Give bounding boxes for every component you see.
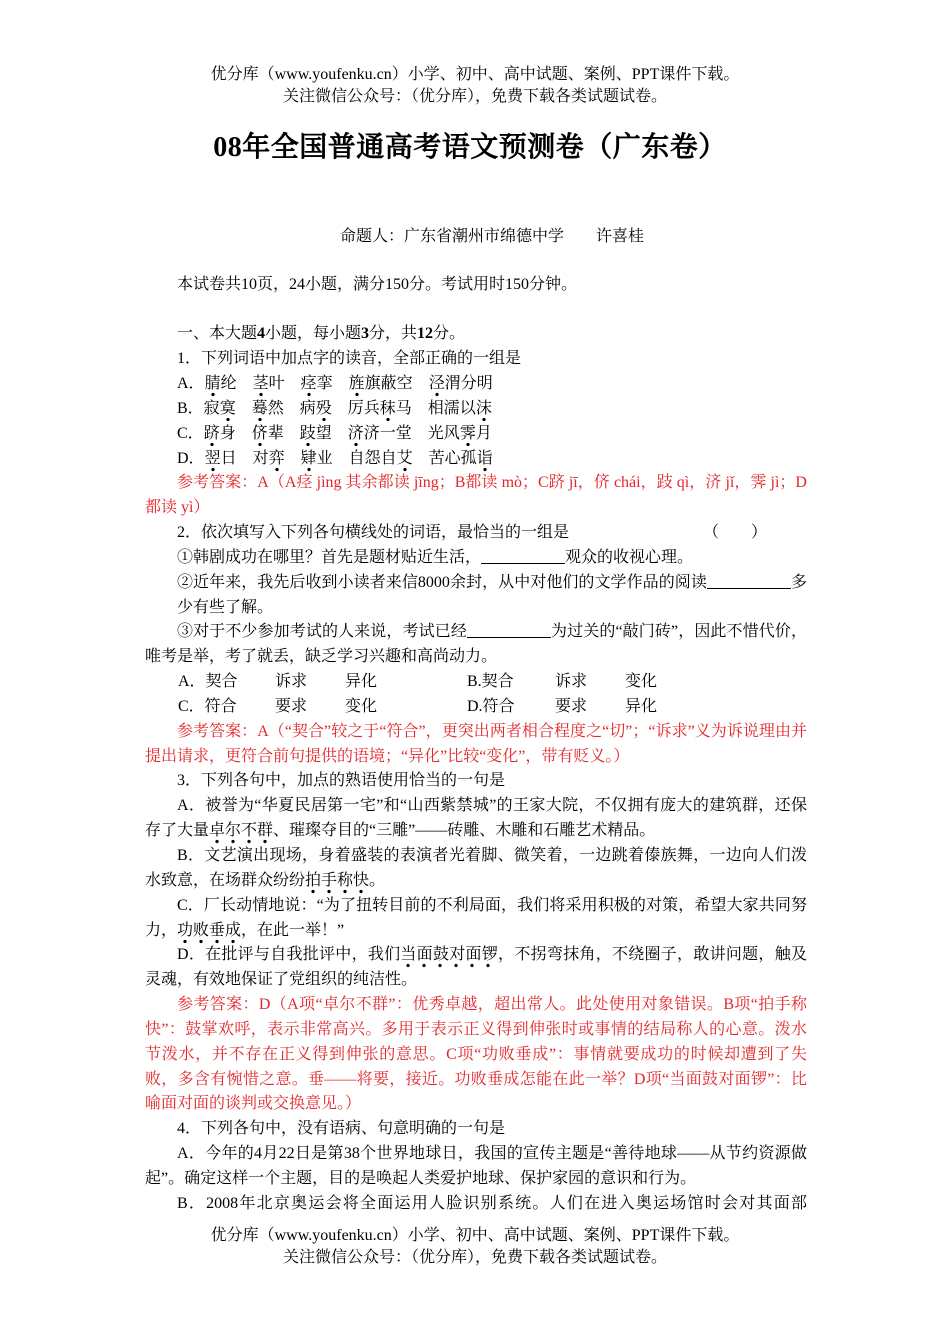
q2-sentence-3	[145, 620, 807, 670]
text-run: 厉兵	[331, 399, 380, 417]
dotted-emphasis-text: 旌	[349, 375, 365, 397]
text-run: 挛	[316, 374, 349, 392]
q1-option-a	[145, 372, 807, 397]
text-run: ①韩剧成功在哪里？首先是题材贴近生活，	[177, 548, 482, 566]
text-run: 分。	[433, 325, 466, 343]
text-run: 身	[219, 424, 252, 442]
q2-option-c-word3: 变化	[345, 697, 378, 715]
dotted-emphasis-text: 寞	[220, 400, 236, 422]
q2-option-c-word2: 要求	[275, 697, 308, 715]
q2-option-d-word3: 异化	[625, 697, 658, 715]
text-run	[236, 400, 252, 417]
q4-option-a: A．今年的4月22日是第38个世界地球日，我国的宣传主题是“善待地球——从节约资源做起”。确定这样一个主题，目的是唤起人类爱护地球、保护家园的意识和行为。	[145, 1145, 807, 1187]
dotted-emphasis-text: 痉	[301, 375, 317, 397]
text-run: 。	[369, 871, 386, 889]
dotted-emphasis-text: 侪	[252, 425, 268, 447]
text-run: A．	[177, 374, 205, 392]
dotted-emphasis-text: 茎	[253, 375, 269, 397]
text-run: 苦心孤	[412, 449, 477, 467]
answer-paren: （ ）	[702, 524, 767, 542]
q1-option-c	[145, 422, 807, 447]
q2-option-b-word1: B.契合	[467, 673, 514, 691]
text-run: 为过关的“敲门砖”，因此不惜代价，唯考是举，考了就丢，缺乏学习兴趣和高尚动力。	[145, 623, 807, 666]
fill-in-blank-line	[481, 549, 565, 564]
text-run: 旗蔽空	[364, 374, 429, 392]
dotted-emphasis-text: 弈	[269, 450, 285, 472]
text-run: ，不拐弯抹角，不绕圈子，敢讲问题，触及灵魂，有效地保证了党组织的纯洁性。	[145, 946, 807, 989]
dotted-emphasis-text: 沫	[476, 400, 492, 422]
q3-answer: 参考答案：D（A项“卓尔不群”：优秀卓越，超出常人。此处使用对象错误。B项“拍手称快”：鼓掌欢呼，表示非常高兴。多用于表示正义得到伸张时或事情的结局称人的心意。泼水节泼水，并不存在正义得到伸张的意思。C项“功败垂成”：事情就要成功的时候却遭到了失败，多含有惋惜之意。垂——将要，接近。功败垂成怎能在此一举？D项“当面鼓对面锣”：比喻面对面的谈判或交换意见。）	[145, 996, 807, 1113]
q2-option-a-word3: 异化	[345, 673, 378, 691]
q2-options-row-ab	[145, 670, 807, 695]
dotted-emphasis-text: 济	[348, 425, 364, 447]
text-run: ③对于不少参加考试的人来说，考试已经	[177, 623, 467, 641]
text-run: 观众的收视心理。	[565, 548, 694, 566]
question-4	[145, 1117, 807, 1216]
text-run: 一、本大题	[177, 325, 258, 343]
text-run: 马 相濡以	[395, 399, 476, 417]
question-3	[145, 769, 807, 1117]
dotted-emphasis-text: 殁	[316, 400, 332, 422]
footer-site-line: 优分库（www.youfenku.cn）小学、初中、高中试题、案例、PPT课件下载。	[210, 1227, 740, 1244]
text-run: 日 对	[220, 449, 269, 467]
q3-stem: 3．下列各句中，加点的熟语使用恰当的一句是	[177, 772, 506, 790]
dotted-emphasis-text: 翌	[205, 450, 221, 472]
text-run: 纶	[220, 374, 253, 392]
page-footer	[0, 1225, 950, 1269]
text-run: 辈	[267, 424, 300, 442]
bold-number: 4	[257, 325, 266, 343]
q2-answer: 参考答案：A（“契合”较之于“符合”，更突出两者相合程度之“切”；“诉求”义为诉说理由并提出请求，更符合前句提供的语境；“异化”比较“变化”，带有贬义。）	[145, 722, 807, 765]
text-run: D．在批评与自我批评中，我们	[177, 946, 401, 964]
exam-title: 08年全国普通高考语文预测卷（广东卷）	[213, 132, 727, 163]
text-run: 小题，每小题	[265, 325, 362, 343]
q3-option-b	[145, 844, 807, 894]
text-run: 分，共	[369, 325, 418, 343]
q2-option-b-word2: 诉求	[555, 673, 588, 691]
dotted-emphasis-text: 蓦	[252, 400, 268, 422]
dotted-emphasis-text: 当面鼓对面锣	[400, 946, 498, 968]
text-run: C．厂长动情地说：“为了扭转目前的不利局面，我们将采用积极的对策，希望大家共同努力，	[145, 896, 807, 939]
dotted-emphasis-text: 拍手称快	[305, 872, 369, 894]
dotted-emphasis-text: 艾	[397, 450, 413, 472]
q1-option-d	[145, 447, 807, 472]
q2-option-d-word2: 要求	[555, 697, 588, 715]
header-wechat-line: 关注微信公众号：（优分库），免费下载各类试题试卷。	[282, 88, 667, 105]
text-run: ②近年来，我先后收到小读者来信8000余封，从中对他们的文学作品的阅读	[177, 573, 707, 591]
text-run: B．寂	[177, 399, 220, 417]
q2-option-d-word1: D.符合	[467, 697, 515, 715]
dotted-emphasis-text: 诣	[477, 450, 493, 472]
dotted-emphasis-text: 肄	[301, 450, 317, 472]
q3-option-d	[145, 943, 807, 993]
q1-option-b	[145, 397, 807, 422]
q2-option-c-word1: C．符合	[178, 697, 237, 715]
author-line: 命题人：广东省潮州市绵德中学 许喜桂	[340, 228, 645, 245]
section-heading	[145, 322, 807, 347]
footer-wechat-line: 关注微信公众号：（优分库），免费下载各类试题试卷。	[282, 1249, 667, 1266]
text-run: 然 病	[267, 399, 316, 417]
text-run: ，在此一举！”	[241, 921, 345, 939]
q2-sentence-1	[145, 546, 807, 571]
dotted-emphasis-text: 秣	[380, 400, 396, 422]
question-2	[145, 521, 807, 769]
page-header	[0, 64, 950, 108]
q2-options-row-cd	[145, 695, 807, 720]
header-site-line: 优分库（www.youfenku.cn）小学、初中、高中试题、案例、PPT课件下载。	[210, 66, 740, 83]
q2-option-b-word3: 变化	[625, 673, 658, 691]
dotted-emphasis-text: 泾	[429, 375, 445, 397]
fill-in-blank-line	[707, 574, 791, 589]
text-run: 月	[475, 424, 492, 442]
exam-intro: 本试卷共10页，24小题，满分150分。考试用时150分钟。	[177, 275, 578, 293]
q3-option-a	[145, 794, 807, 844]
text-run: 渭分明	[444, 374, 493, 392]
text-run: 望	[315, 424, 348, 442]
dotted-emphasis-text: 跻	[204, 425, 220, 447]
q2-option-a-word1: A．契合	[178, 673, 238, 691]
text-run: 叶	[268, 374, 301, 392]
fill-in-blank-line	[467, 623, 551, 638]
q2-stem-text: 2．依次填写入下列各句横线处的词语，最恰当的一组是	[177, 524, 570, 542]
text-run: B．文艺演出现场，身着盛装的表演者光着脚、微笑着，一边跳着傣族舞，一边向人们泼水致意，在场群众纷纷	[145, 847, 807, 889]
q4-option-b: B．2008年北京奥运会将全面运用人脸识别系统。人们在进入奥运场馆时会对其面部	[177, 1194, 807, 1212]
text-run: 业 自怨自	[316, 449, 397, 467]
text-run: D．	[177, 449, 205, 467]
text-run: 多少有些了解。	[177, 573, 807, 616]
q2-stem	[145, 521, 807, 546]
dotted-emphasis-text: 功败垂成	[177, 922, 241, 944]
dotted-emphasis-text: 跂	[300, 425, 316, 447]
q4-stem: 4．下列各句中，没有语病、句意明确的一句是	[177, 1120, 506, 1138]
text-run: 济一堂 光风	[363, 424, 460, 442]
q2-option-a-word2: 诉求	[275, 673, 308, 691]
text-run: 、璀璨夺目的“三雕”——砖雕、木雕和石雕艺术精品。	[273, 822, 656, 840]
q1-answer: 参考答案：A（A痉 jìng 其余都读 jīng；B都读 mò；C跻 jī，侪 chái，跂 qì，济 jǐ，霁 jì；D都读 yì）	[145, 474, 807, 517]
exam-body	[145, 273, 807, 1219]
q1-stem: 1．下列词语中加点字的读音，全部正确的一组是	[177, 350, 522, 368]
text-run	[285, 450, 301, 467]
text-run: C．	[177, 424, 204, 442]
dotted-emphasis-text: 卓尔不群	[209, 822, 273, 844]
bold-number: 12	[417, 325, 434, 343]
text-run: A．被誉为“华夏民居第一宅”和“山西紫禁城”的王家大院，不仅拥有庞大的建筑群，还保存了大量	[145, 797, 807, 840]
bold-number: 3	[361, 325, 370, 343]
q3-option-c	[145, 894, 807, 944]
q2-sentence-2	[145, 571, 807, 621]
dotted-emphasis-text: 腈	[205, 375, 221, 397]
question-1	[145, 347, 807, 521]
dotted-emphasis-text: 霁	[460, 425, 476, 447]
